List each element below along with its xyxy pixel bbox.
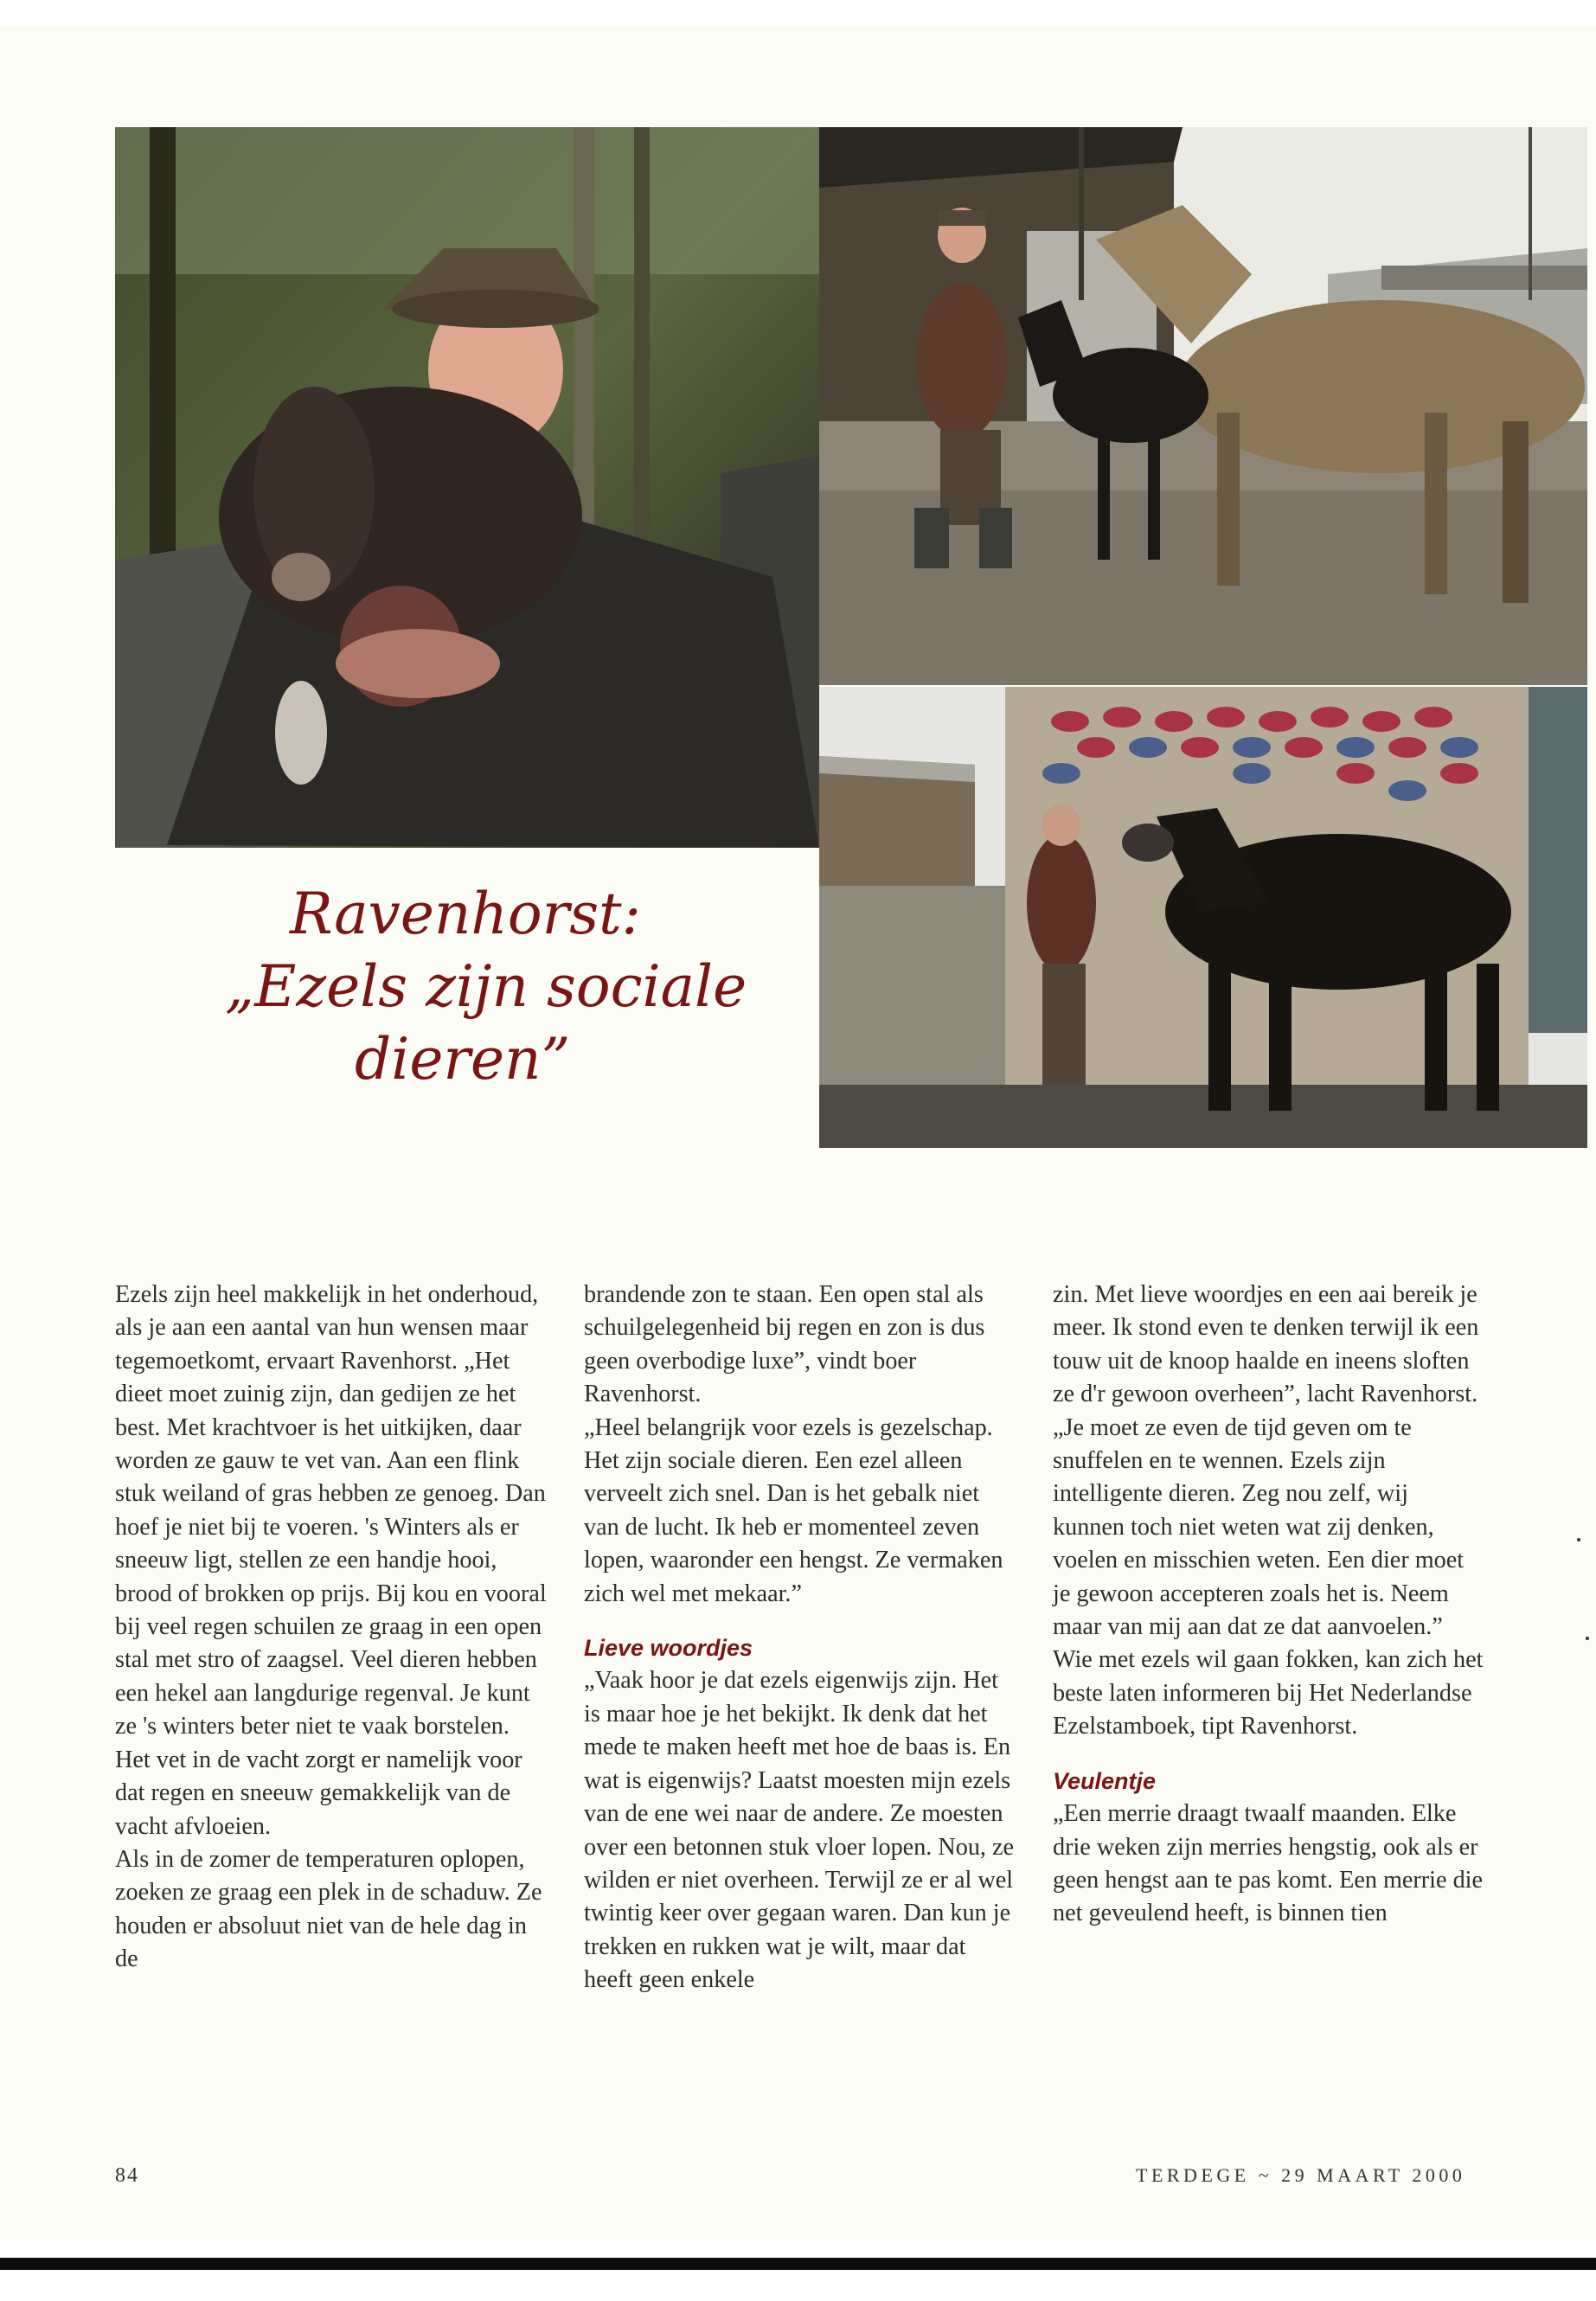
- article-headline: [225, 878, 779, 1096]
- body-paragraph: zin. Met lieve woordjes en een aai bereik je meer. Ik stond even te denken terwijl ik een touw uit de knoop haalde en ineens sloften ze d'r gewoon overheen”, lacht Ravenhorst. „Je moet ze even de tijd geven om te snuffelen en te wennen. Ezels zijn intelligente dieren. Zeg nou zelf, wij kunnen toch niet weten wat zij denken, voelen en misschien weten. Een dier moet je gewoon accepteren zoals het is. Neem maar van mij aan dat ze dat aanvoelen.”: [1053, 1281, 1479, 1641]
- body-paragraph: „Vaak hoor je dat ezels eigenwijs zijn. Het is maar hoe je het bekijkt. Ik denk dat het mede te maken heeft met hoe de baas is. En wat is eigenwijs? Laatst moesten mijn ezels van de ene wei naar de andere. Ze moesten over een betonnen stuk vloer lopen. Nou, ze wilden er niet overheen. Terwijl ze er al wel twintig keer over gegaan waren. Dan kun je trekken en rukken wat je wilt, maar dat heeft geen enkele: [584, 1667, 1015, 1994]
- body-paragraph: Wie met ezels wil gaan fokken, kan zich het beste laten informeren bij Het Nederlandse Ezelstamboek, tipt Ravenhorst.: [1053, 1646, 1484, 1740]
- article-column-1: [115, 1279, 548, 1977]
- body-paragraph: „Een merrie draagt twaalf maanden. Elke drie weken zijn merries hengstig, ook als er geen hengst aan te pas komt. Een merrie die net geveulend heeft, is binnen tien: [1053, 1800, 1484, 1927]
- photo-farmer-donkey-at-wall: [819, 687, 1587, 1148]
- top-rule: [0, 0, 1596, 28]
- bottom-rule: [0, 2258, 1596, 2270]
- photo-farmer-holding-foal: [115, 127, 819, 848]
- body-paragraph: Ezels zijn heel makkelijk in het onderhoud, als je aan een aantal van hun wensen maar tegemoetkomt, ervaart Ravenhorst. „Het dieet moet zuinig zijn, dan gedijen ze het best. Met krachtvoer is het uitkijken, daar worden ze gauw te vet van. Aan een flink stuk weiland of gras hebben ze genoeg. Dan hoef je niet bij te voeren. 's Winters als er sneeuw ligt, stellen ze een handje hooi, brood of brokken op prijs. Bij kou en vooral bij veel regen schuilen ze graag in een open stal met stro of zaagsel. Veel dieren hebben een hekel aan langdurige regenval. Je kunt ze 's winters beter niet te vaak borstelen. Het vet in de vacht zorgt er namelijk voor dat regen en sneeuw gemakkelijk van de vacht afvloeien.: [115, 1281, 547, 1840]
- photo-farmer-with-donkeys: [819, 127, 1587, 685]
- magazine-footer: TERDEGE ~ 29 MAART 2000: [1136, 2164, 1466, 2186]
- subheading: Lieve woordjes: [584, 1635, 753, 1662]
- body-paragraph: brandende zon te staan. Een open stal als schuilgelegenheid bij regen en zon is dus geen overbodige luxe”, vindt boer Ravenhorst.: [584, 1281, 985, 1408]
- body-paragraph: „Heel belangrijk voor ezels is gezelschap. Het zijn sociale dieren. Een ezel alleen verveelt zich snel. Dan is het gebalk niet van de lucht. Ik heb er momenteel zeven lopen, waaronder een hengst. Ze vermaken zich wel met mekaar.”: [584, 1413, 1003, 1607]
- article-column-3: [1053, 1279, 1485, 1931]
- margin-mark: [1586, 1637, 1589, 1640]
- article-column-2: [584, 1279, 1016, 1997]
- margin-mark: [1577, 1538, 1580, 1541]
- headline-line-1: Ravenhorst:: [290, 881, 641, 947]
- body-paragraph: Als in de zomer de temperaturen oplopen, zoeken ze graag een plek in de schaduw. Ze houden er absoluut niet van de hele dag in de: [115, 1845, 542, 1973]
- subheading: Veulentje: [1053, 1767, 1157, 1794]
- headline-line-2: „Ezels zijn sociale: [225, 953, 747, 1020]
- headline-line-3: dieren”: [355, 1026, 571, 1093]
- page-number: 84: [115, 2164, 139, 2187]
